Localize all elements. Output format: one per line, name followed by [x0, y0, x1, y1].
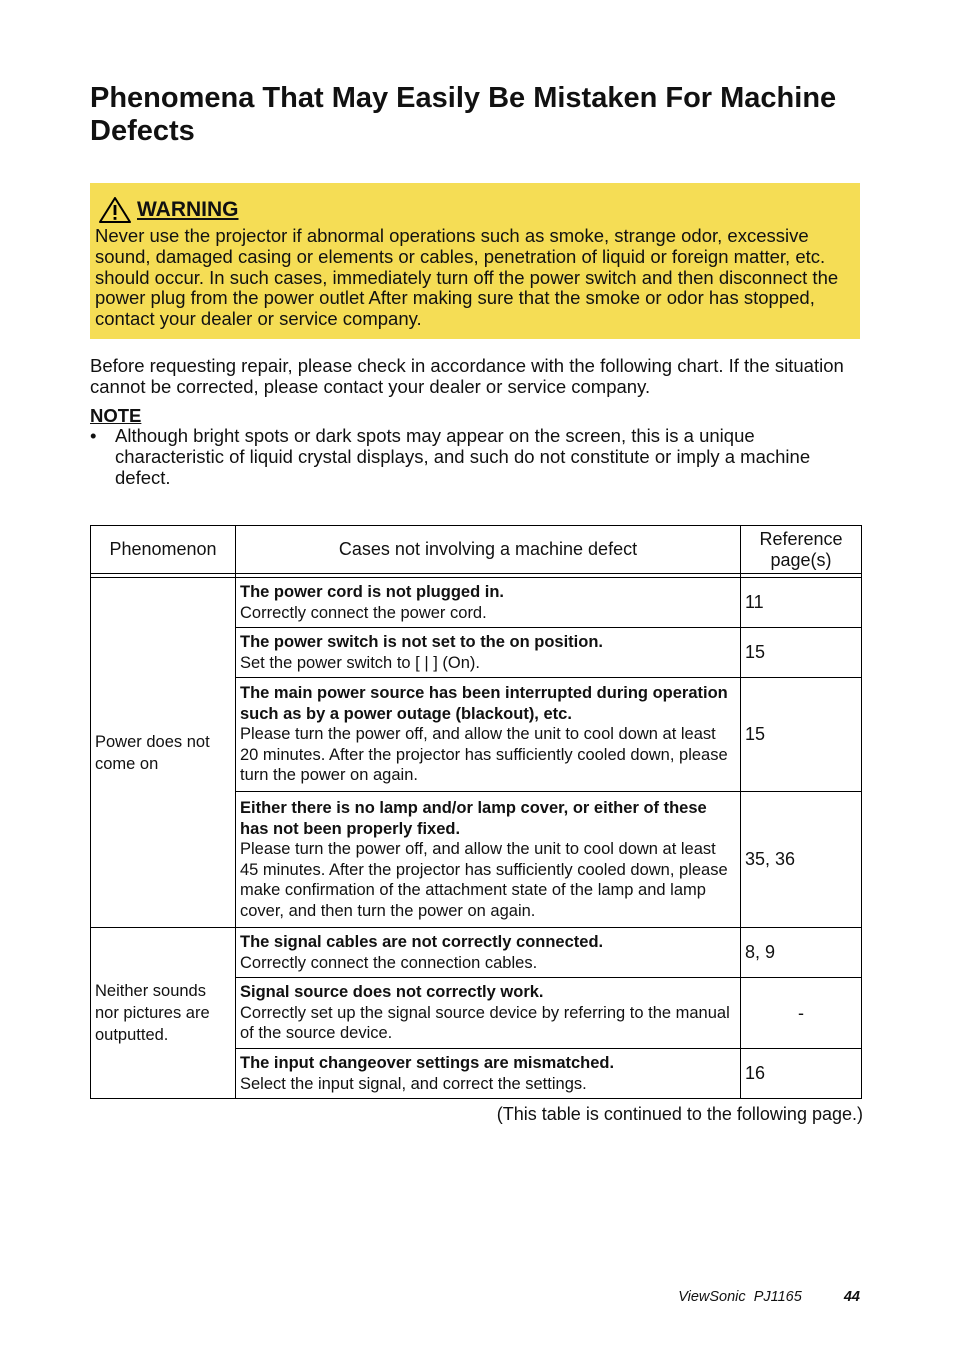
case-cell	[236, 928, 741, 978]
case-detail: Correctly connect the connection cables.	[240, 953, 538, 972]
note-item	[90, 425, 860, 488]
reference-cell: 35, 36	[741, 792, 862, 928]
case-title: Signal source does not correctly work.	[240, 983, 544, 1002]
header-phenomenon: Phenomenon	[91, 526, 236, 574]
reference-cell: 8, 9	[741, 928, 862, 978]
table-header-row	[91, 526, 862, 574]
case-cell	[236, 628, 741, 678]
page-title: Phenomena That May Easily Be Mistaken For Machine Defects	[90, 82, 837, 147]
header-cases: Cases not involving a machine defect	[236, 526, 741, 574]
phenomenon-cell: Power does not come on	[91, 578, 236, 928]
case-detail: Correctly set up the signal source device by referring to the manual of the source device.	[240, 1003, 730, 1043]
intro-paragraph: Before requesting repair, please check in accordance with the following chart. If the situation cannot be corrected, please contact your dealer or service company.	[90, 355, 844, 397]
page-footer	[678, 1289, 860, 1305]
case-title: The power switch is not set to the on position.	[240, 633, 604, 651]
troubleshooting-table	[90, 525, 862, 1099]
case-detail: Please turn the power off, and allow the unit to cool down at least 45 minutes. After the projector has sufficiently cooled down, please make confirmation of the attachment state of the lamp and lamp cover, and then turn the power on again.	[240, 840, 728, 920]
case-detail: Please turn the power off, and allow the unit to cool down at least 20 minutes. After the projector has sufficiently cooled down, please turn the power on again.	[240, 725, 728, 785]
note-label: NOTE	[90, 405, 142, 426]
case-cell	[236, 578, 741, 628]
reference-cell: 11	[741, 578, 862, 628]
warning-label: WARNING	[137, 198, 239, 221]
warning-box	[90, 183, 860, 339]
case-cell	[236, 792, 741, 928]
phenomenon-cell: Neither sounds nor pictures are outputted.	[91, 928, 236, 1099]
case-detail: Set the power switch to [ | ] (On).	[240, 653, 480, 672]
case-cell	[236, 678, 741, 792]
bullet-mark: •	[90, 425, 97, 446]
case-title: The main power source has been interrupted during operation such as by a power outage (blackout), etc.	[240, 684, 728, 723]
note-text: Although bright spots or dark spots may appear on the screen, this is a unique characteristic of liquid crystal displays, and such do not constitute or imply a machine defect.	[115, 425, 811, 488]
case-title: Either there is no lamp and/or lamp cover, or either of these has not been properly fixed.	[240, 799, 707, 838]
table-row	[91, 928, 862, 978]
case-title: The input changeover settings are mismatched.	[240, 1054, 615, 1072]
case-title: The power cord is not plugged in.	[240, 583, 504, 601]
reference-cell: -	[741, 978, 862, 1049]
table-continued-note: (This table is continued to the following page.)	[496, 1104, 863, 1124]
case-cell	[236, 978, 741, 1049]
reference-cell: 15	[741, 678, 862, 792]
reference-cell: 15	[741, 628, 862, 678]
warning-triangle-icon	[99, 197, 131, 223]
case-cell	[236, 1049, 741, 1099]
case-detail: Select the input signal, and correct the settings.	[240, 1074, 587, 1093]
case-detail: Correctly connect the power cord.	[240, 603, 487, 622]
reference-cell: 16	[741, 1049, 862, 1099]
case-title: The signal cables are not correctly connected.	[240, 933, 604, 951]
header-reference: Reference page(s)	[741, 526, 862, 574]
page-number: 44	[843, 1289, 860, 1305]
warning-header	[95, 195, 855, 225]
footer-brand-model: ViewSonic PJ1165	[678, 1289, 802, 1305]
warning-text: Never use the projector if abnormal operations such as smoke, strange odor, excessive sound, damaged casing or elements or cables, penetration of liquid or foreign matter, etc. should occur. In such cases, immediately turn off the power switch and then disconnect the power plug from the power outlet After making sure that the smoke or odor has stopped, contact your dealer or service company.	[95, 225, 839, 330]
table-row	[91, 578, 862, 628]
